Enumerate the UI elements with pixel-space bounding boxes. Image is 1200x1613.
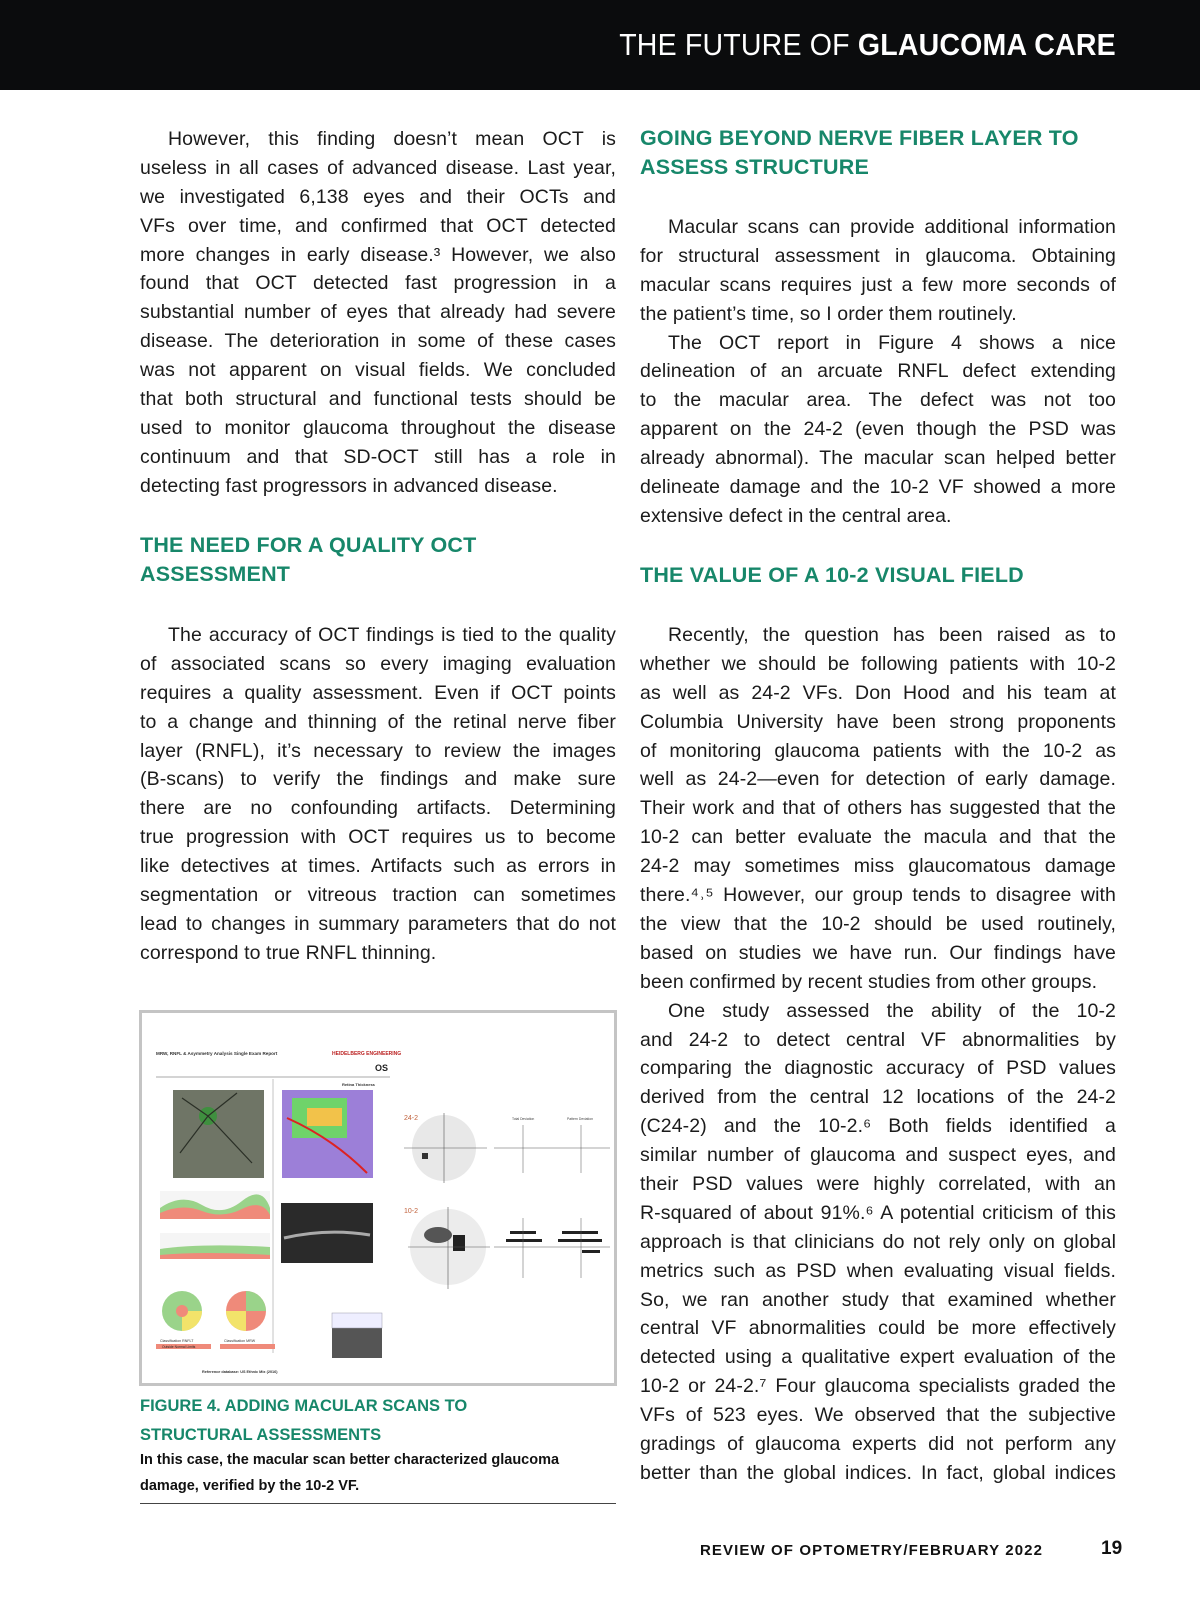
- text-line: (C24-2) and the 10-2.⁶ Both fields identified a: [640, 1115, 1116, 1138]
- text-line: extensive defect in the central area.: [640, 504, 952, 527]
- text-line: delineate damage and the 10-2 VF showed a more: [640, 476, 1116, 499]
- outside-normal-label: Outside Normal Limits: [162, 1345, 196, 1349]
- text-line: central VF abnormalities could be more effectively: [640, 1317, 1116, 1340]
- text-line: gradings of glaucoma experts did not perform any: [640, 1433, 1116, 1456]
- text-line: disease. The deterioration in some of these cases: [140, 330, 616, 353]
- heading-line: ASSESS STRUCTURE: [640, 154, 869, 179]
- text-line: delineation of an arcuate RNFL defect extending: [640, 360, 1116, 383]
- text-line: true progression with OCT requires us to become: [140, 826, 616, 849]
- text-line: 24-2 may sometimes miss glaucomatous damage: [640, 855, 1116, 878]
- text-line: like detectives at times. Artifacts such as errors in: [140, 855, 616, 878]
- section-title: [619, 27, 1116, 63]
- section-heading: [640, 124, 1116, 182]
- section-heading: [640, 561, 1116, 590]
- vf-24-2-label: 24-2: [404, 1115, 419, 1122]
- text-line: we investigated 6,138 eyes and their OCTs and: [140, 185, 616, 208]
- text-line: and 24-2 to detect central VF abnormalities by: [640, 1028, 1116, 1051]
- text-line: lead to changes in summary parameters that do not: [140, 912, 616, 935]
- heading-line: GOING BEYOND NERVE FIBER LAYER TO: [640, 126, 1079, 150]
- classification-mrw-label: Classification MRW: [224, 1339, 256, 1343]
- text-line: requires a quality assessment. Even if OCT points: [140, 681, 616, 704]
- text-line: comparing the diagnostic accuracy of PSD values: [640, 1057, 1116, 1080]
- figure-4-image: [139, 1010, 617, 1386]
- text-line: similar number of glaucoma and suspect eyes, and: [640, 1144, 1116, 1167]
- text-line: their PSD values were highly correlated, with an: [640, 1173, 1116, 1196]
- header-bar: [0, 0, 1200, 90]
- text-line: already abnormal). The macular scan helped better: [640, 447, 1116, 470]
- text-line: substantial number of eyes that already had severe: [140, 301, 616, 324]
- paragraph: [640, 997, 1116, 1488]
- vf-10-2-label: 10-2: [404, 1208, 419, 1215]
- pattern-deviation-label: Pattern Deviation: [567, 1117, 594, 1121]
- eye-label: OS: [375, 1063, 389, 1073]
- text-line: 10-2 or 24-2.⁷ Four glaucoma specialists graded the: [640, 1375, 1116, 1398]
- text-line: One study assessed the ability of the 10-2: [668, 999, 1116, 1022]
- text-line: (B-scans) to verify the findings and make sure: [140, 768, 616, 791]
- text-line: better than the global indices. In fact, global indices: [640, 1461, 1116, 1484]
- paragraph: [640, 213, 1116, 329]
- text-line: for structural assessment in glaucoma. Obtaining: [640, 244, 1116, 267]
- text-line: more changes in early disease.³ However, we also: [140, 243, 616, 266]
- text-line: Recently, the question has been raised as to: [668, 624, 1116, 646]
- paragraph: [140, 621, 616, 968]
- text-line: to a change and thinning of the retinal nerve fiber: [140, 710, 616, 733]
- figure-caption-text: [140, 1447, 616, 1499]
- text-line: segmentation or vitreous traction can sometimes: [140, 884, 616, 907]
- text-line: 10-2 can better evaluate the macula and that the: [640, 826, 1116, 849]
- reference-database-label: Reference database: US Ethnic Mix (2016): [202, 1370, 278, 1374]
- text-line: there are no confounding artifacts. Determining: [140, 797, 616, 820]
- text-line: there.⁴˒⁵ However, our group tends to disagree with: [640, 884, 1116, 907]
- text-line: as well as 24-2 VFs. Don Hood and his team at: [640, 681, 1116, 704]
- hemisphere-asymmetry-grid: [332, 1328, 382, 1358]
- text-line: detecting fast progressors in advanced disease.: [140, 474, 558, 497]
- title-light: THE FUTURE OF: [619, 27, 850, 62]
- text-line: However, this finding doesn’t mean OCT is: [168, 128, 616, 150]
- title-bold: GLAUCOMA CARE: [857, 27, 1116, 62]
- text-line: of monitoring glaucoma patients with the 10-2 as: [640, 739, 1116, 762]
- text-line: been confirmed by recent studies from other groups.: [640, 970, 1098, 993]
- caption-text-line: damage, verified by the 10-2 VF.: [140, 1478, 360, 1494]
- caption-divider: [140, 1503, 616, 1504]
- section-heading: [140, 531, 616, 589]
- text-line: Macular scans can provide additional information: [668, 216, 1116, 238]
- text-line: found that OCT detected fast progression in a: [140, 272, 616, 295]
- caption-text-line: In this case, the macular scan better characterized glaucoma: [140, 1452, 560, 1468]
- fundus-image: [173, 1090, 264, 1178]
- text-line: So, we ran another study that examined whether: [640, 1288, 1116, 1311]
- text-line: was not apparent on visual fields. We concluded: [140, 359, 616, 382]
- text-line: macular scans requires just a few more seconds of: [640, 273, 1116, 296]
- text-line: well as 24-2—even for detection of early damage.: [640, 768, 1116, 791]
- text-line: layer (RNFL), it’s necessary to review the images: [140, 739, 616, 762]
- text-line: R-squared of about 91%.⁶ A potential criticism of this: [640, 1201, 1116, 1224]
- text-line: The accuracy of OCT findings is tied to the quality: [168, 624, 616, 646]
- text-line: approach is that clinicians do not rely only on global: [640, 1230, 1116, 1253]
- report-title: MRW, RNFL & Asymmetry Analysis Single Exam Report: [156, 1051, 278, 1056]
- text-line: used to monitor glaucoma throughout the disease: [140, 416, 616, 439]
- heading-line: ASSESSMENT: [140, 561, 291, 586]
- heading-line: THE NEED FOR A QUALITY OCT: [140, 533, 477, 557]
- text-line: the patient’s time, so I order them routinely.: [640, 302, 1017, 325]
- text-line: correspond to true RNFL thinning.: [140, 941, 437, 964]
- text-line: of associated scans so every imaging evaluation: [140, 652, 616, 675]
- classification-rnfl-label: Classification RNFLT: [160, 1339, 194, 1343]
- text-line: The OCT report in Figure 4 shows a nice: [668, 331, 1116, 354]
- retina-label: Retina Thickness: [342, 1082, 375, 1087]
- total-deviation-label: Total Deviation: [512, 1117, 535, 1121]
- caption-title-line: STRUCTURAL ASSESSMENTS: [140, 1426, 382, 1444]
- text-line: detected using a qualitative expert evaluation of the: [640, 1346, 1116, 1369]
- text-line: apparent on the 24-2 (even though the PSD was: [640, 418, 1116, 441]
- oct-report-illustration: [142, 1013, 614, 1383]
- text-line: Their work and that of others has suggested that the: [640, 797, 1116, 820]
- text-line: the view that the 10-2 should be used routinely,: [640, 912, 1116, 935]
- text-line: derived from the central 12 locations of the 24-2: [640, 1086, 1116, 1109]
- text-line: VFs over time, and confirmed that OCT detected: [140, 214, 616, 237]
- text-line: Columbia University have been strong proponents: [640, 710, 1116, 733]
- paragraph: [640, 329, 1116, 531]
- brand-logo: HEIDELBERG ENGINEERING: [332, 1051, 402, 1057]
- heading-line: THE VALUE OF A 10-2 VISUAL FIELD: [640, 563, 1024, 587]
- text-line: useless in all cases of advanced disease. Last year,: [140, 156, 616, 179]
- caption-title-line: FIGURE 4. ADDING MACULAR SCANS TO: [140, 1397, 468, 1415]
- text-line: metrics such as PSD when evaluating visual fields.: [640, 1259, 1116, 1282]
- figure-caption-title: [140, 1392, 616, 1450]
- paragraph: [140, 125, 616, 501]
- page-number: 19: [1101, 1538, 1123, 1559]
- text-line: VFs of 523 eyes. We observed that the subjective: [640, 1404, 1116, 1427]
- text-line: to the macular area. The defect was not too: [640, 389, 1116, 412]
- paragraph: [640, 621, 1116, 997]
- text-line: continuum and that SD-OCT still has a role in: [140, 445, 616, 468]
- text-line: whether we should be following patients with 10-2: [640, 652, 1116, 675]
- publication-footer: REVIEW OF OPTOMETRY/FEBRUARY 2022: [700, 1542, 1044, 1559]
- text-line: based on studies we have run. Our findings have: [640, 941, 1116, 964]
- text-line: that both structural and functional tests should be: [140, 388, 616, 411]
